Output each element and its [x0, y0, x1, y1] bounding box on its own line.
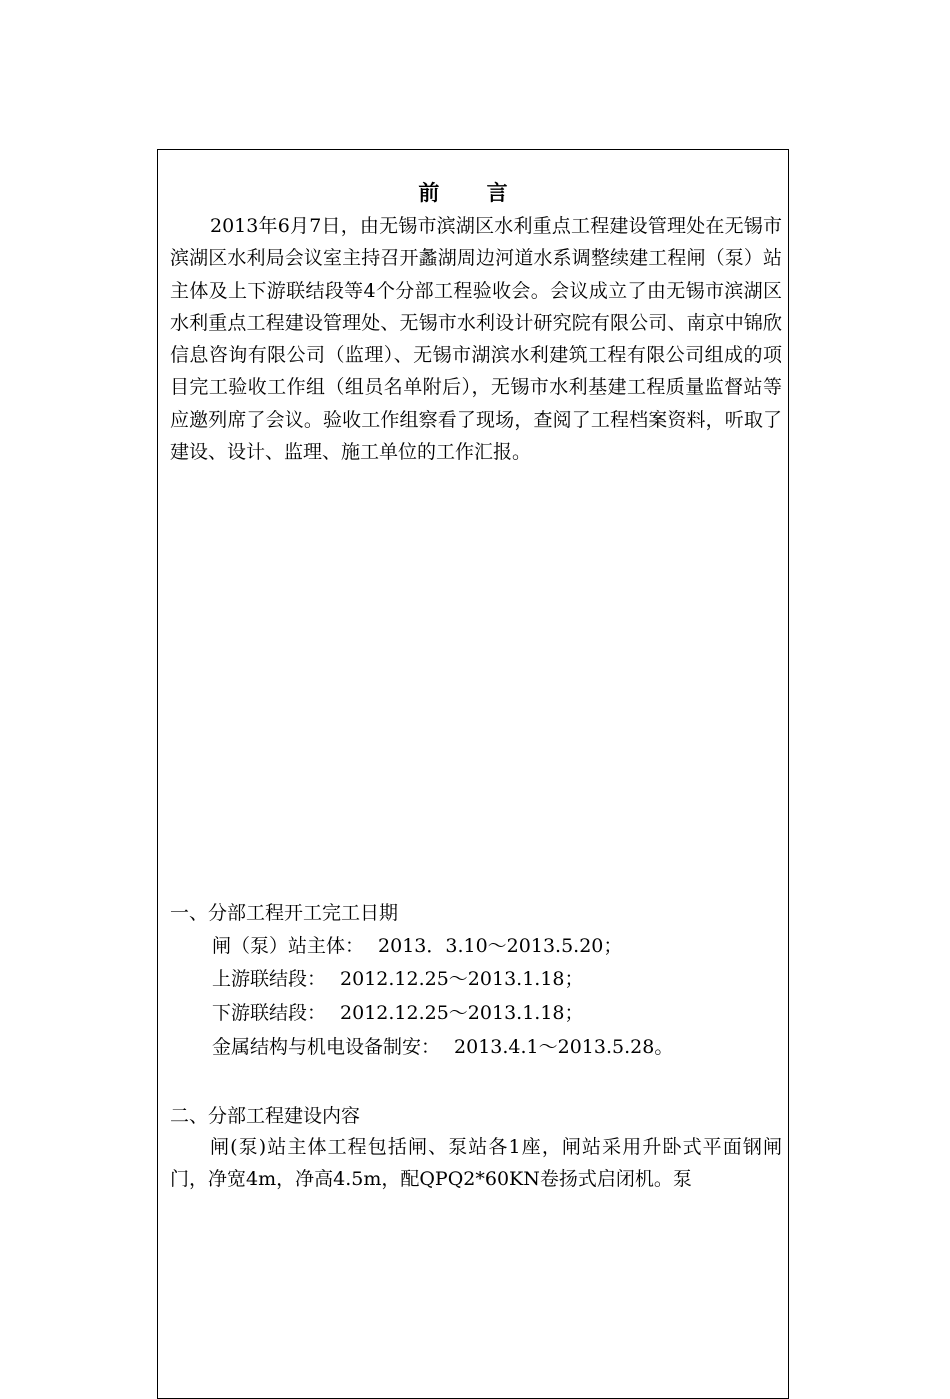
section2-paragraph: 闸(泵)站主体工程包括闸、泵站各1座，闸站采用升卧式平面钢闸门，净宽4m，净高4.5m，配QPQ2*60KN卷扬式启闭机。泵 [170, 1136, 782, 1191]
section1-heading: 一、分部工程开工完工日期 [170, 902, 399, 924]
date-item-value: 2013.4.1～2013.5.28。 [454, 1036, 674, 1058]
intro-paragraph: 2013年6月7日，由无锡市滨湖区水利重点工程建设管理处在无锡市滨湖区水利局会议室主持召开蠡湖周边河道水系调整续建工程闸（泵）站主体及上下游联结段等4个分部工程验收会。会议成立了由无锡市滨湖区水利重点工程建设管理处、无锡市水利设计研究院有限公司、南京中锦欣信息咨询有限公司（监理）、无锡市湖滨水利建筑工程有限公司组成的项目完工验收工作组（组员名单附后），无锡市水利基建工程质量监督站等应邀列席了会议。验收工作组察看了现场，查阅了工程档案资料，听取了建设、设计、监理、施工单位的工作汇报。 [170, 215, 782, 464]
date-item-main-body [212, 930, 622, 962]
date-item-value: 2013．3.10～2013.5.20； [378, 935, 623, 957]
date-item-label: 下游联结段： [212, 1002, 327, 1024]
date-item-label: 上游联结段： [212, 968, 327, 990]
section2-heading: 二、分部工程建设内容 [170, 1105, 361, 1127]
date-item-label: 闸（泵）站主体： [212, 935, 365, 957]
date-item-metal-structure [212, 1031, 673, 1063]
date-item-upstream [212, 963, 584, 995]
date-item-downstream [212, 997, 584, 1029]
date-item-label: 金属结构与机电设备制安： [212, 1036, 441, 1058]
date-item-value: 2012.12.25～2013.1.18； [340, 1002, 584, 1024]
date-item-value: 2012.12.25～2013.1.18； [340, 968, 584, 990]
page-title: 前 言 [418, 180, 528, 205]
